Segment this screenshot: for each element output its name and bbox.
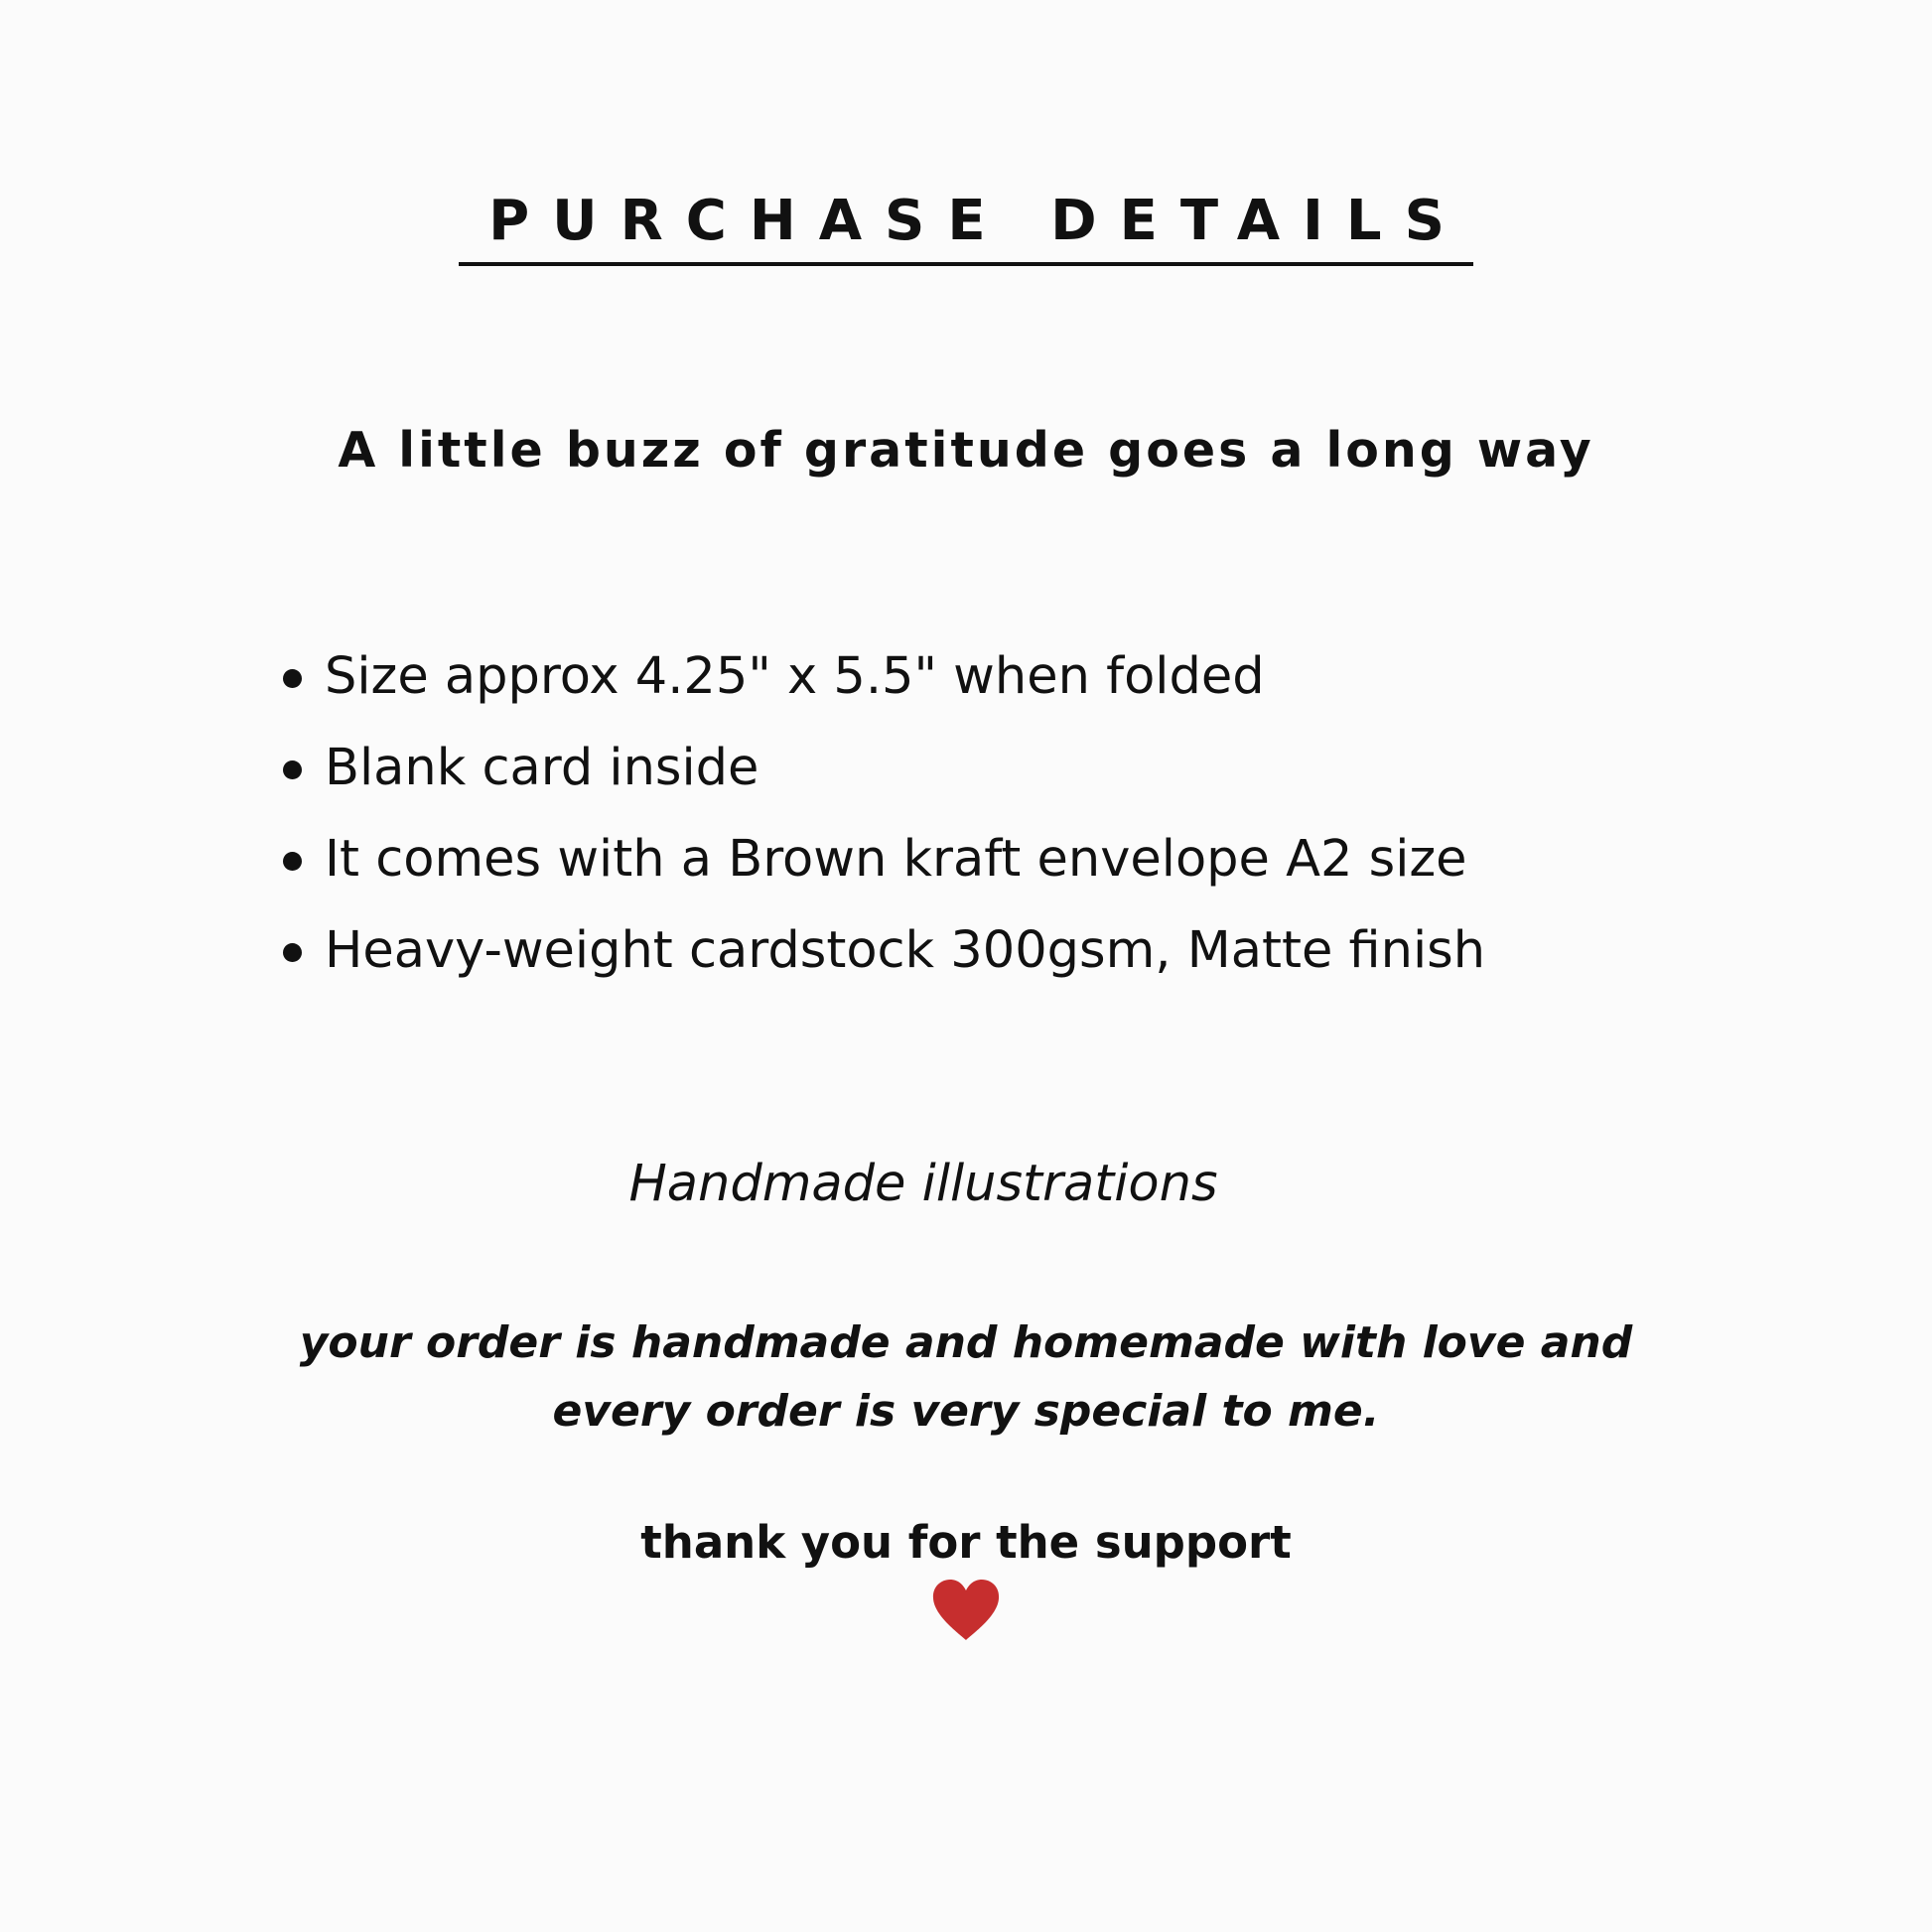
list-item-text: Heavy-weight cardstock 300gsm, Matte finish <box>325 921 1486 980</box>
bullet-icon <box>283 760 302 779</box>
heart-shape <box>933 1580 999 1640</box>
thanks-text: thank you for the support <box>640 1516 1292 1569</box>
bullet-icon <box>283 852 302 871</box>
bullet-icon <box>283 943 302 962</box>
list-item-text: Size approx 4.25" x 5.5" when folded <box>325 647 1265 706</box>
list-item <box>278 631 1485 723</box>
heart-icon <box>930 1579 1002 1642</box>
tagline: A little buzz of gratitude goes a long way <box>338 422 1594 479</box>
details-list <box>278 631 1485 997</box>
list-item <box>278 723 1485 814</box>
message: your order is handmade and homemade with love and every order is very special to me. <box>299 1317 1633 1437</box>
bullet-icon <box>283 669 302 688</box>
page-title-wrapper <box>0 189 1932 266</box>
page-title: PURCHASE DETAILS <box>459 194 1473 266</box>
list-item <box>278 814 1485 905</box>
subtitle: Handmade illustrations <box>628 1155 1218 1213</box>
list-item <box>278 905 1485 997</box>
list-item-text: Blank card inside <box>325 739 759 797</box>
list-item-text: It comes with a Brown kraft envelope A2 size <box>325 830 1467 889</box>
